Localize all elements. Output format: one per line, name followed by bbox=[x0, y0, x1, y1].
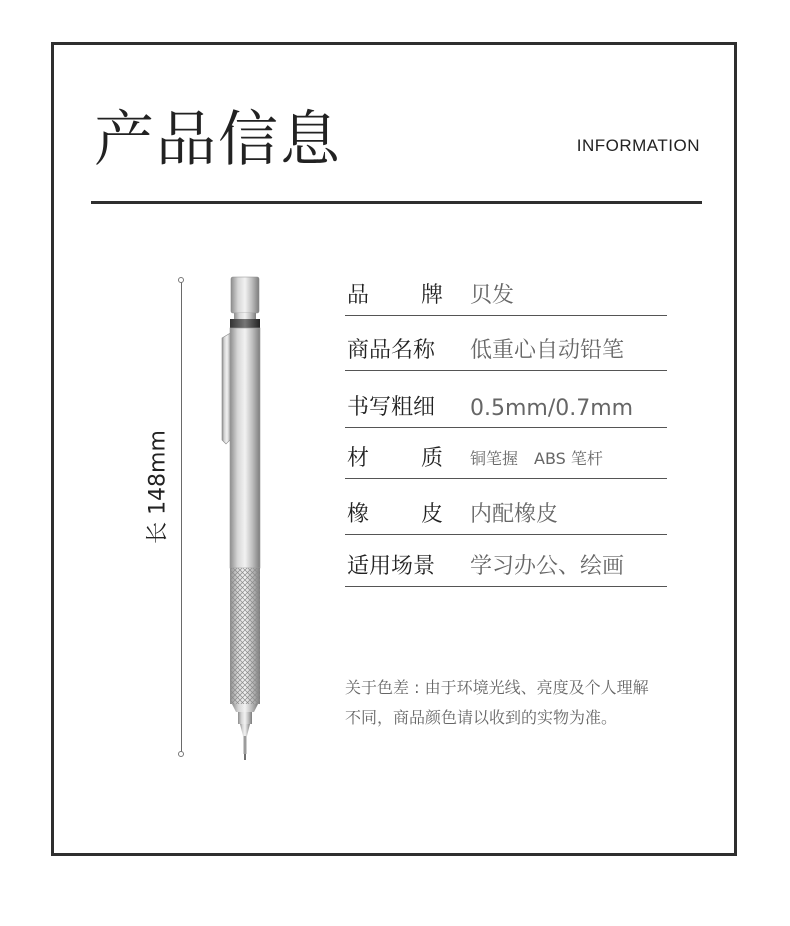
page-subtitle: INFORMATION bbox=[576, 136, 700, 155]
spec-row-brand bbox=[345, 275, 667, 316]
spec-value: 低重心自动铅笔 bbox=[470, 338, 625, 363]
spec-key bbox=[347, 497, 443, 528]
spec-key: 商品名称 bbox=[347, 338, 436, 363]
spec-key bbox=[347, 278, 443, 309]
spec-row-product-name bbox=[345, 330, 667, 371]
length-indicator-bottom-dot bbox=[178, 751, 184, 757]
length-label-text: 长 148mm bbox=[145, 430, 171, 544]
spec-value: 贝发 bbox=[470, 283, 515, 308]
spec-key-part: 品 bbox=[347, 283, 370, 308]
spec-key-part: 质 bbox=[420, 446, 443, 471]
mechanical-pencil-image bbox=[210, 270, 270, 770]
spec-value: 学习办公、绘画 bbox=[470, 554, 625, 579]
spec-row-eraser bbox=[345, 494, 667, 535]
color-note-line-1: 关于色差 : 由于环境光线、亮度及个人理解 bbox=[345, 678, 649, 697]
spec-value: 内配橡皮 bbox=[470, 502, 559, 527]
spec-key: 书写粗细 bbox=[347, 395, 436, 420]
length-indicator-line bbox=[181, 280, 182, 754]
spec-row-material bbox=[345, 438, 667, 479]
spec-key bbox=[347, 441, 443, 472]
spec-value: 0.5mm/0.7mm bbox=[470, 396, 634, 421]
spec-key-part: 材 bbox=[347, 446, 370, 471]
length-indicator-top-dot bbox=[178, 277, 184, 283]
spec-value: 铜笔握 ABS 笔杆 bbox=[470, 449, 603, 468]
spec-key-part: 牌 bbox=[420, 283, 443, 308]
spec-key-part: 橡 bbox=[347, 502, 370, 527]
spec-key: 适用场景 bbox=[347, 554, 436, 579]
spec-key-part: 皮 bbox=[420, 502, 443, 527]
spec-row-usage bbox=[345, 546, 667, 587]
spec-row-line-width bbox=[345, 387, 667, 428]
page-title: 产品信息 bbox=[94, 105, 342, 175]
title-divider bbox=[91, 201, 702, 204]
color-note-line-2: 不同，商品颜色请以收到的实物为准。 bbox=[345, 708, 618, 727]
